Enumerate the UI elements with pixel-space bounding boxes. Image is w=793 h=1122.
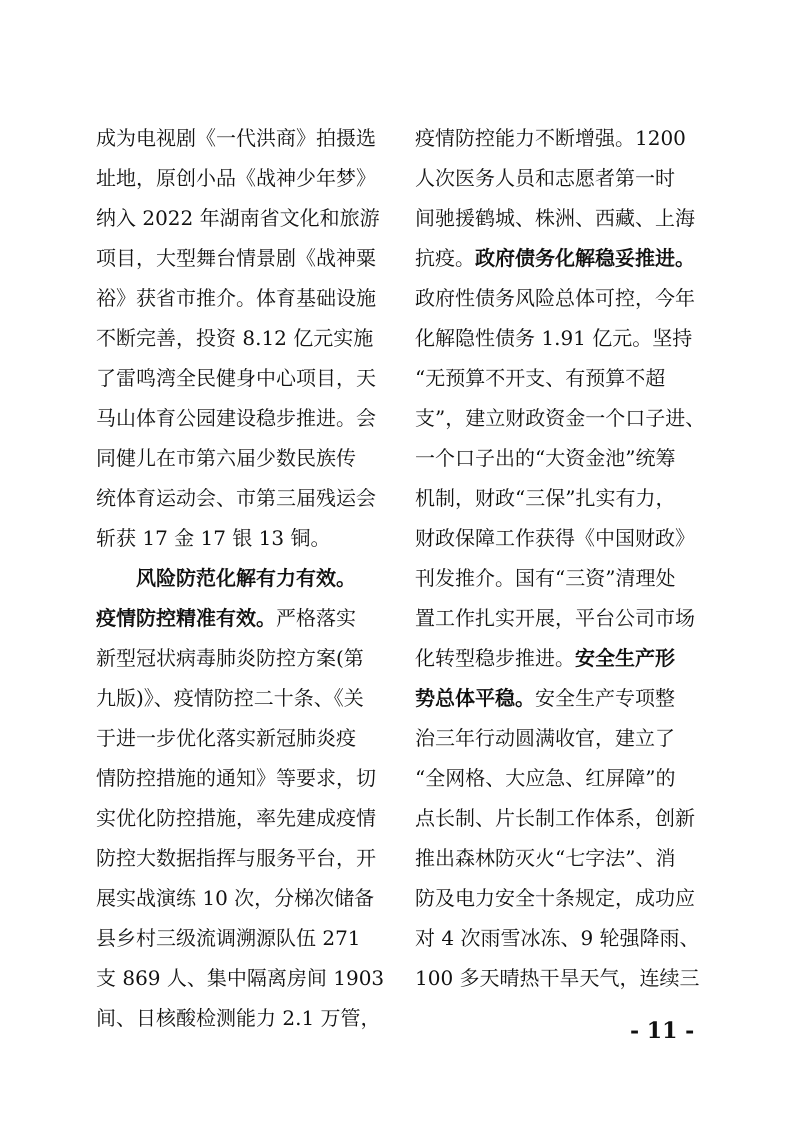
text-line [415,758,705,798]
text-line [415,238,705,278]
line-text: 于进一步优化落实新冠肺炎疫 [96,726,356,750]
text-line [96,638,392,678]
line-text: 人次医务人员和志愿者第一时 [415,166,675,190]
text-line [96,318,392,358]
text-line [96,998,392,1038]
text-line [96,118,392,158]
text-line [415,118,705,158]
text-line [96,238,392,278]
line-text: 防控大数据指挥与服务平台，开 [96,846,376,870]
line-text: 点长制、片长制工作体系，创新 [415,806,695,830]
line-text: 对 4 次雨雪冰冻、9 轮强降雨、 [415,926,700,950]
text-line [96,878,392,918]
line-text: 九版)》、疫情防控二十条、《关 [96,686,364,710]
line-text: 支”，建立财政资金一个口子进、 [415,406,706,430]
line-text: 100 多天晴热干旱天气，连续三 [415,966,700,990]
bold-lead: 安全生产形 [575,646,675,670]
line-text: 严格落实 [276,606,356,630]
line-text: 置工作扎实开展，平台公司市场 [415,606,695,630]
line-text: 斩获 17 金 17 银 13 铜。 [96,526,331,550]
text-line [415,438,705,478]
line-text: 情防控措施的通知》等要求，切 [96,766,376,790]
line-text: 支 869 人、集中隔离房间 1903 [96,966,385,990]
section-heading: 风险防范化解有力有效。 [136,566,356,590]
line-text: 政府性债务风险总体可控，今年 [415,286,695,310]
text-line [415,718,705,758]
text-line [415,518,705,558]
bold-lead: 势总体平稳。 [415,686,535,710]
line-text: 统体育运动会、市第三届残运会 [96,486,376,510]
text-line [96,758,392,798]
line-text: 实优化防控措施，率先建成疫情 [96,806,376,830]
line-text: 一个口子出的“大资金池”统筹 [415,446,676,470]
line-text: 机制，财政“三保”扎实有力， [415,486,676,510]
text-line [415,958,705,998]
line-text: 展实战演练 10 次，分梯次储备 [96,886,375,910]
text-line [415,358,705,398]
line-text: 项目，大型舞台情景剧《战神粟 [96,246,376,270]
text-line [96,278,392,318]
text-line [96,958,392,998]
text-line [415,838,705,878]
text-line [415,678,705,718]
line-text: 址地，原创小品《战神少年梦》 [96,166,376,190]
text-line [96,718,392,758]
line-text: 化转型稳步推进。 [415,646,575,670]
line-text: 纳入 2022 年湖南省文化和旅游 [96,206,380,230]
bold-lead: 政府债务化解稳妥推进。 [475,246,695,270]
line-text: “无预算不开支、有预算不超 [415,366,666,390]
text-line [96,918,392,958]
text-line [415,198,705,238]
line-text: 防及电力安全十条规定，成功应 [415,886,695,910]
line-text: 裕》获省市推介。体育基础设施 [96,286,376,310]
text-line [415,638,705,678]
line-text: 财政保障工作获得《中国财政》 [415,526,695,550]
line-text: 间、日核酸检测能力 2.1 万管， [96,1006,381,1030]
line-text: 推出森林防灭火“七字法”、消 [415,846,676,870]
text-line [96,798,392,838]
left-text-column [96,118,392,1038]
line-text: 刊发推介。国有“三资”清理处 [415,566,676,590]
text-line [415,798,705,838]
line-text: 成为电视剧《一代洪商》拍摄选 [96,126,376,150]
text-line [415,278,705,318]
line-text: 治三年行动圆满收官，建立了 [415,726,675,750]
line-text: 了雷鸣湾全民健身中心项目，天 [96,366,376,390]
text-line [415,918,705,958]
line-text: “全网格、大应急、红屏障”的 [415,766,676,790]
text-line [96,598,392,638]
line-text: 同健儿在市第六届少数民族传 [96,446,356,470]
text-line [415,158,705,198]
text-line [415,878,705,918]
text-line [96,478,392,518]
text-line [96,398,392,438]
text-line [96,518,392,558]
text-line [96,158,392,198]
line-text: 间驰援鹤城、株洲、西藏、上海 [415,206,695,230]
line-text: 化解隐性债务 1.91 亿元。坚持 [415,326,693,350]
line-text: 安全生产专项整 [535,686,675,710]
text-line [96,438,392,478]
text-line [415,398,705,438]
text-line [415,478,705,518]
page-number: - 11 - [630,1018,695,1044]
line-text: 不断完善，投资 8.12 亿元实施 [96,326,374,350]
text-line [415,318,705,358]
line-text: 县乡村三级流调溯源队伍 271 [96,926,361,950]
text-line [96,838,392,878]
line-text: 疫情防控能力不断增强。1200 [415,126,686,150]
line-text: 马山体育公园建设稳步推进。会 [96,406,376,430]
text-line [415,558,705,598]
line-text: 新型冠状病毒肺炎防控方案(第 [96,646,364,670]
right-text-column [415,118,705,998]
text-line [415,598,705,638]
text-line [96,198,392,238]
text-line [96,678,392,718]
text-line [96,358,392,398]
line-text: 抗疫。 [415,246,475,270]
bold-lead: 疫情防控精准有效。 [96,606,276,630]
